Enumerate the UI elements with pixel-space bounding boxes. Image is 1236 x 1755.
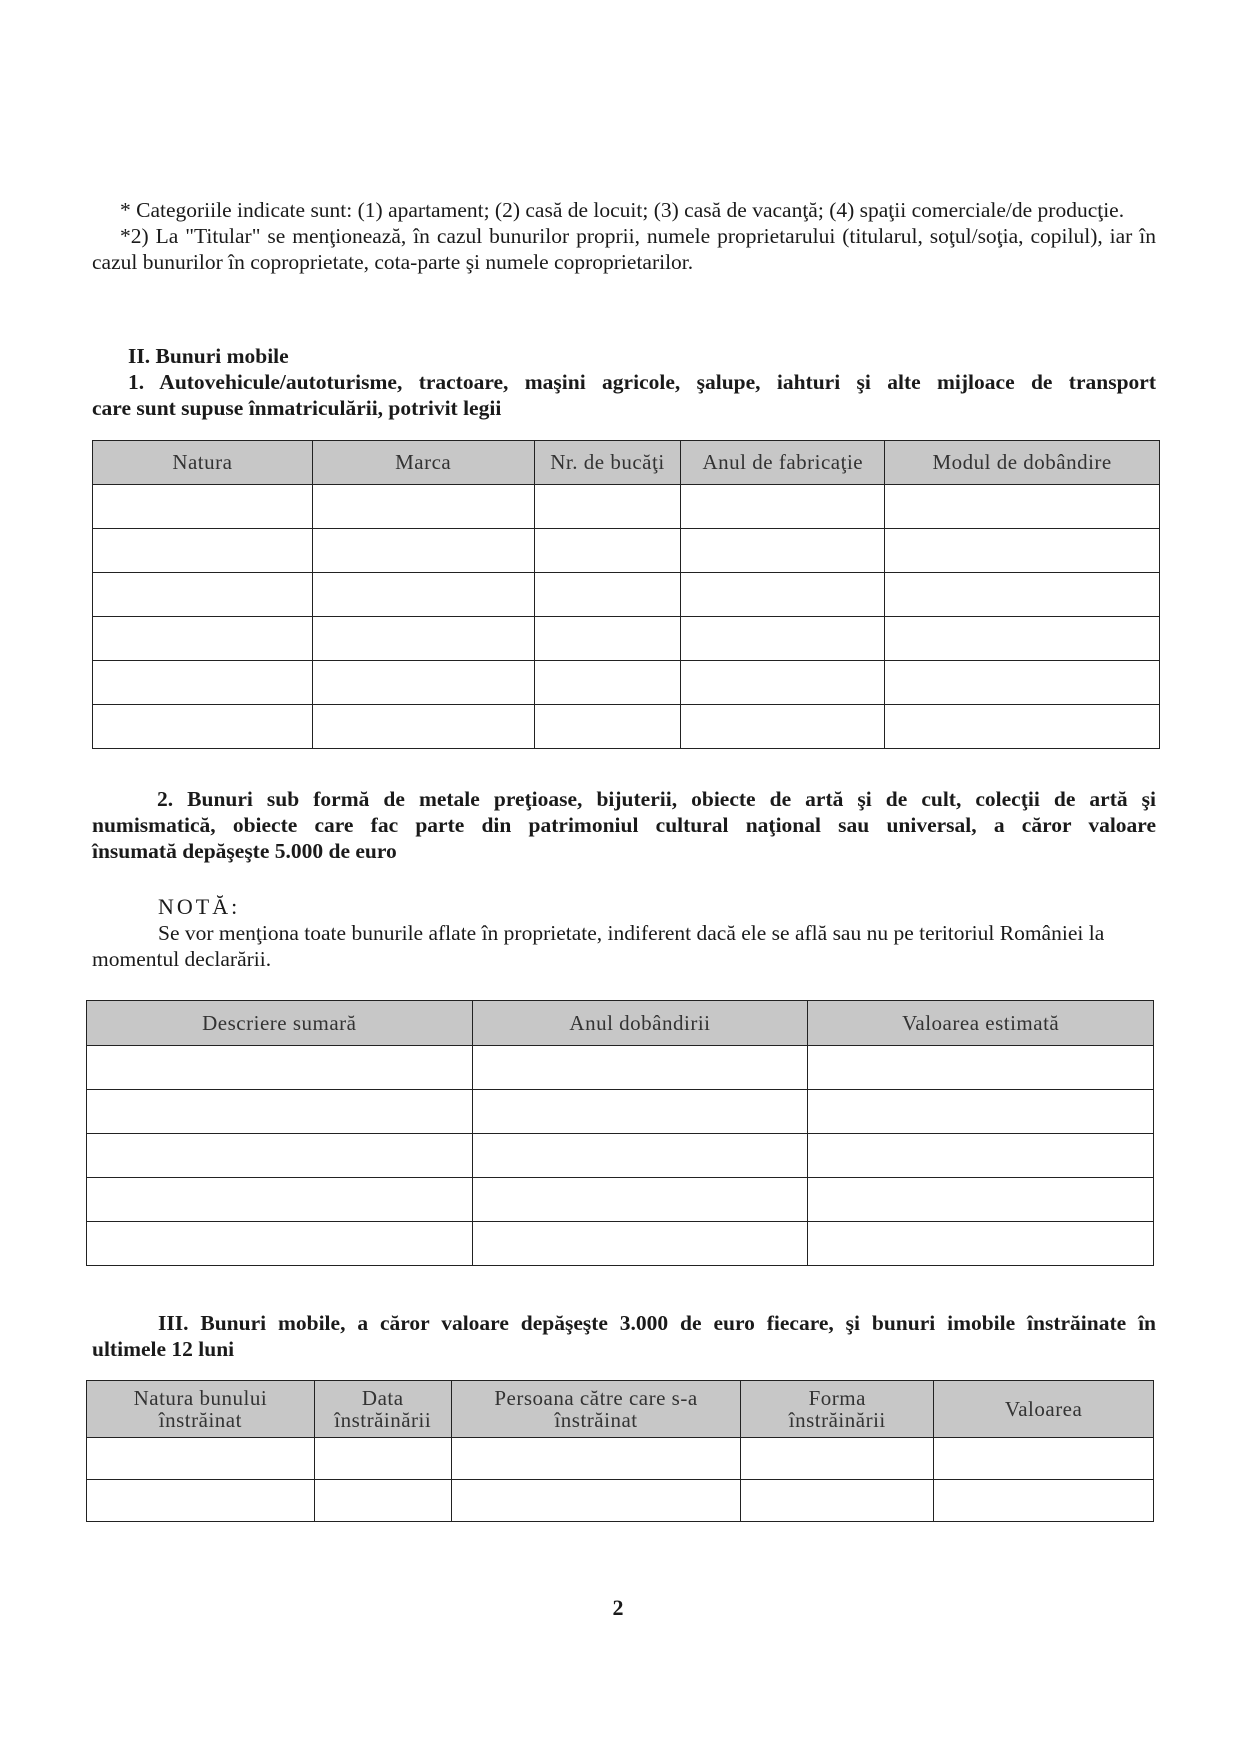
header-line: înstrăinării — [334, 1408, 432, 1432]
column-header — [741, 1381, 934, 1438]
table-cell[interactable] — [808, 1046, 1154, 1090]
table-cell[interactable] — [87, 1480, 315, 1522]
table-row — [93, 529, 1160, 573]
table-cell[interactable] — [93, 661, 313, 705]
table-cell[interactable] — [472, 1222, 808, 1266]
table-cell[interactable] — [312, 705, 534, 749]
table-row — [87, 1090, 1154, 1134]
table-cell[interactable] — [87, 1090, 473, 1134]
header-line: Natura bunului — [133, 1386, 268, 1410]
table-row — [93, 573, 1160, 617]
table-cell[interactable] — [808, 1222, 1154, 1266]
table-row — [87, 1178, 1154, 1222]
table-cell[interactable] — [885, 485, 1160, 529]
table-cell[interactable] — [314, 1480, 451, 1522]
table-cell[interactable] — [472, 1134, 808, 1178]
section-3-heading — [92, 1310, 1156, 1362]
page-number: 2 — [612, 1595, 624, 1620]
table-cell[interactable] — [312, 573, 534, 617]
column-header: Anul dobândirii — [472, 1001, 808, 1046]
table-cell[interactable] — [681, 705, 885, 749]
table-cell[interactable] — [312, 617, 534, 661]
table-cell[interactable] — [808, 1090, 1154, 1134]
table-cell[interactable] — [472, 1090, 808, 1134]
table-cell[interactable] — [681, 617, 885, 661]
valuables-table — [86, 1000, 1154, 1266]
table-row — [87, 1046, 1154, 1090]
table-row — [93, 617, 1160, 661]
table-cell[interactable] — [534, 573, 681, 617]
table-header-row — [87, 1381, 1154, 1438]
table-row — [87, 1480, 1154, 1522]
vehicles-table — [92, 440, 1160, 749]
table-cell[interactable] — [885, 573, 1160, 617]
table-cell[interactable] — [472, 1046, 808, 1090]
nota-block — [92, 894, 1156, 972]
table-cell[interactable] — [534, 529, 681, 573]
footnote-categories: * Categoriile indicate sunt: (1) apartament; (2) casă de locuit; (3) casă de vacanţă; (4) spaţii comerciale/de producţie. — [120, 198, 1125, 222]
header-line: Data — [361, 1386, 404, 1410]
table-cell[interactable] — [934, 1438, 1154, 1480]
table-cell[interactable] — [934, 1480, 1154, 1522]
table-cell[interactable] — [312, 661, 534, 705]
valuables-heading-line1: 2. Bunuri sub formă de metale preţioase, bijuterii, obiecte de artă şi de cult, colecţii de artă şi — [157, 787, 1156, 811]
table-cell[interactable] — [885, 617, 1160, 661]
column-header: Modul de dobândire — [885, 441, 1160, 485]
column-header: Valoarea estimată — [808, 1001, 1154, 1046]
table-cell[interactable] — [93, 705, 313, 749]
valuables-heading-line3: însumată depăşeşte 5.000 de euro — [92, 839, 397, 863]
table-cell[interactable] — [93, 485, 313, 529]
table-cell[interactable] — [534, 617, 681, 661]
column-header: Nr. de bucăţi — [534, 441, 681, 485]
footnote-titular: *2) La "Titular" se menţionează, în cazul bunurilor proprii, numele proprietarului (titularul, soţul/soţia, copilul), iar în cazul bunurilor în coproprietate, cota-parte şi numele coproprietarilor. — [92, 224, 1156, 274]
section-3-heading-line2: ultimele 12 luni — [92, 1337, 235, 1361]
column-header: Marca — [312, 441, 534, 485]
column-header: Descriere sumară — [87, 1001, 473, 1046]
table-cell[interactable] — [87, 1134, 473, 1178]
table-cell[interactable] — [808, 1178, 1154, 1222]
vehicles-heading-line2: care sunt supuse înmatriculării, potrivit legii — [92, 396, 502, 420]
header-line: înstrăinat — [554, 1408, 638, 1432]
nota-label: NOTĂ: — [158, 894, 241, 919]
table-row — [93, 705, 1160, 749]
table-row — [93, 485, 1160, 529]
header-line: înstrăinării — [788, 1408, 886, 1432]
section-2-title: II. Bunuri mobile — [128, 344, 289, 368]
column-header — [451, 1381, 741, 1438]
table-row — [93, 661, 1160, 705]
valuables-heading — [92, 786, 1156, 864]
table-header-row — [93, 441, 1160, 485]
table-cell[interactable] — [312, 485, 534, 529]
table-row — [87, 1222, 1154, 1266]
header-line: Forma — [808, 1386, 866, 1410]
table-cell[interactable] — [87, 1178, 473, 1222]
table-cell[interactable] — [885, 661, 1160, 705]
valuables-heading-line2: numismatică, obiecte care fac parte din patrimoniul cultural naţional sau universal, a căror valoare — [92, 813, 1156, 837]
table-cell[interactable] — [534, 485, 681, 529]
table-cell[interactable] — [681, 485, 885, 529]
table-cell[interactable] — [472, 1178, 808, 1222]
header-line: Valoarea — [1004, 1397, 1083, 1421]
table-cell[interactable] — [741, 1480, 934, 1522]
table-cell[interactable] — [93, 529, 313, 573]
alienated-assets-table — [86, 1380, 1154, 1522]
table-cell[interactable] — [681, 661, 885, 705]
column-header — [934, 1381, 1154, 1438]
vehicles-heading-line1: 1. Autovehicule/autoturisme, tractoare, maşini agricole, şalupe, iahturi şi alte mijloace de transport — [128, 370, 1156, 394]
table-cell[interactable] — [681, 529, 885, 573]
table-cell[interactable] — [885, 529, 1160, 573]
column-header: Natura — [93, 441, 313, 485]
table-row — [87, 1134, 1154, 1178]
table-cell[interactable] — [87, 1046, 473, 1090]
table-header-row — [87, 1001, 1154, 1046]
table-cell[interactable] — [87, 1222, 473, 1266]
column-header: Anul de fabricaţie — [681, 441, 885, 485]
table-cell[interactable] — [93, 573, 313, 617]
table-cell[interactable] — [681, 573, 885, 617]
table-cell[interactable] — [93, 617, 313, 661]
table-cell[interactable] — [451, 1480, 741, 1522]
table-cell[interactable] — [314, 1438, 451, 1480]
table-cell[interactable] — [885, 705, 1160, 749]
header-line: Persoana către care s-a — [494, 1386, 698, 1410]
nota-text: Se vor menţiona toate bunurile aflate în proprietate, indiferent dacă ele se află sau nu pe teritoriul României la momentul declarării. — [92, 921, 1105, 971]
table-cell[interactable] — [534, 705, 681, 749]
column-header — [314, 1381, 451, 1438]
table-cell[interactable] — [808, 1134, 1154, 1178]
section-3-heading-line1: III. Bunuri mobile, a căror valoare depăşeşte 3.000 de euro fiecare, şi bunuri imobile înstrăinate în — [158, 1311, 1156, 1335]
column-header — [87, 1381, 315, 1438]
table-row — [87, 1438, 1154, 1480]
table-cell[interactable] — [451, 1438, 741, 1480]
footnotes — [92, 197, 1156, 275]
table-cell[interactable] — [87, 1438, 315, 1480]
section-2-heading — [92, 343, 1156, 421]
table-cell[interactable] — [534, 661, 681, 705]
header-line: înstrăinat — [158, 1408, 242, 1432]
table-cell[interactable] — [741, 1438, 934, 1480]
table-cell[interactable] — [312, 529, 534, 573]
